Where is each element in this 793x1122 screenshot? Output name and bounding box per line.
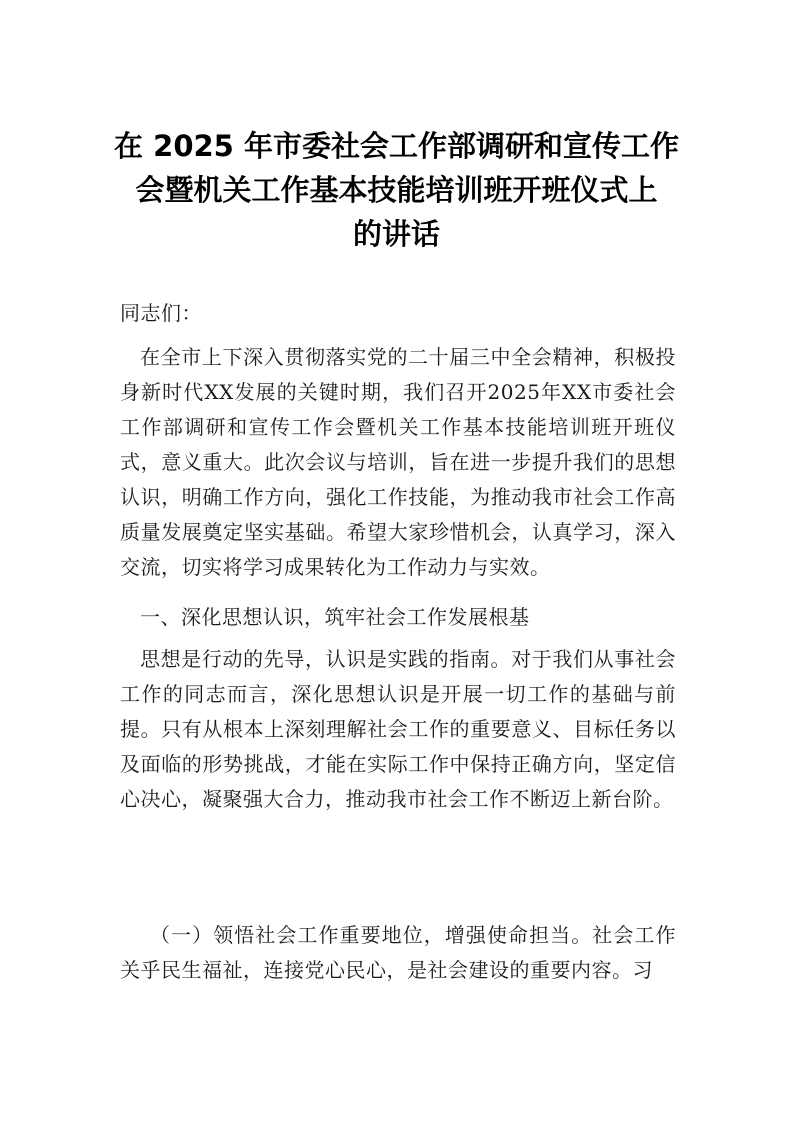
document-title-line-3: 的讲话	[352, 217, 440, 251]
paragraph-subsection-1: （一）领悟社会工作重要地位，增强使命担当。社会工作关乎民生福祉，连接党心民心，是社会建设的重要内容。习	[120, 923, 676, 982]
paragraph-section-1: 思想是行动的先导，认识是实践的指南。对于我们从事社会工作的同志而言，深化思想认识是开展一切工作的基础与前提。只有从根本上深刻理解社会工作的重要意义、目标任务以及面临的形势挑战，才能在实际工作中保持正确方向，坚定信心决心，凝聚强大合力，推动我市社会工作不断迈上新台阶。	[120, 647, 676, 811]
document-title-line-2: 会暨机关工作基本技能培训班开班仪式上	[135, 173, 658, 207]
paragraph-intro: 在全市上下深入贯彻落实党的二十届三中全会精神，积极投身新时代XX发展的关键时期，我们召开2025年XX市委社会工作部调研和宣传工作会暨机关工作基本技能培训班开班仪式，意义重大。此次会议与培训，旨在进一步提升我们的思想认识，明确工作方向，强化工作技能，为推动我市社会工作高质量发展奠定坚实基础。希望大家珍惜机会，认真学习，深入交流，切实将学习成果转化为工作动力与实效。	[120, 345, 676, 579]
salutation: 同志们：	[120, 301, 202, 325]
document-title-line-1: 在 2025 年市委社会工作部调研和宣传工作	[114, 129, 679, 163]
section-heading-1: 一、深化思想认识，筑牢社会工作发展根基	[140, 605, 530, 629]
